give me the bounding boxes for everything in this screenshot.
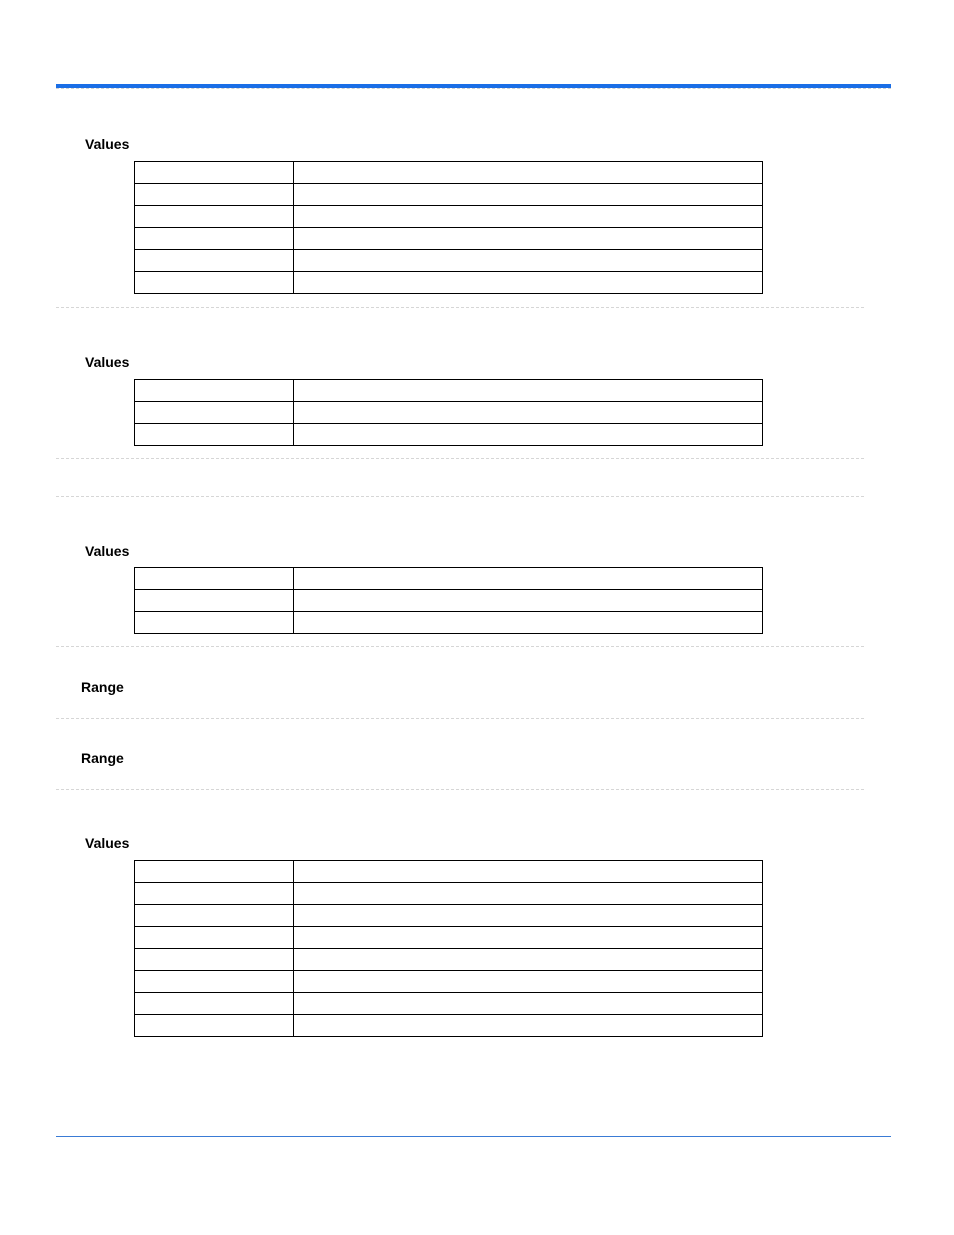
table-cell: [294, 993, 763, 1015]
table-row: [135, 380, 763, 402]
table-cell: [294, 1015, 763, 1037]
footer-rule: [56, 1136, 891, 1137]
table-cell: [135, 250, 294, 272]
values-table: [134, 161, 763, 294]
table-cell: [135, 1015, 294, 1037]
table-row: [135, 250, 763, 272]
table-row: [135, 905, 763, 927]
table-cell: [294, 184, 763, 206]
header-rule-shadow: [56, 88, 891, 89]
table-cell: [294, 206, 763, 228]
table-cell: [294, 927, 763, 949]
table-row: [135, 272, 763, 294]
table-cell: [135, 949, 294, 971]
table-cell: [135, 228, 294, 250]
values-table: [134, 860, 763, 1037]
table-cell: [135, 927, 294, 949]
table-cell: [294, 905, 763, 927]
section-heading-values: Values: [85, 835, 130, 851]
section-heading-values: Values: [85, 354, 130, 370]
table-row: [135, 184, 763, 206]
table-row: [135, 162, 763, 184]
table-cell: [135, 612, 294, 634]
table-cell: [294, 272, 763, 294]
table-cell: [294, 228, 763, 250]
table-cell: [294, 590, 763, 612]
table-cell: [135, 993, 294, 1015]
table-row: [135, 949, 763, 971]
table-cell: [294, 568, 763, 590]
section-divider: [56, 496, 864, 497]
values-table: [134, 379, 763, 446]
table-row: [135, 590, 763, 612]
table-row: [135, 568, 763, 590]
section-divider: [56, 718, 864, 719]
table-row: [135, 883, 763, 905]
table-cell: [294, 883, 763, 905]
table-cell: [135, 883, 294, 905]
section-heading-values: Values: [85, 136, 130, 152]
table-cell: [135, 402, 294, 424]
table-cell: [135, 162, 294, 184]
table-cell: [294, 250, 763, 272]
table-cell: [294, 424, 763, 446]
table-cell: [135, 905, 294, 927]
table-cell: [135, 206, 294, 228]
section-divider: [56, 458, 864, 459]
table-cell: [135, 568, 294, 590]
table-row: [135, 206, 763, 228]
table-cell: [294, 971, 763, 993]
table-row: [135, 612, 763, 634]
section-divider: [56, 307, 864, 308]
table-row: [135, 993, 763, 1015]
table-cell: [294, 949, 763, 971]
table-cell: [294, 380, 763, 402]
table-cell: [135, 971, 294, 993]
table-row: [135, 971, 763, 993]
table-cell: [135, 184, 294, 206]
section-divider: [56, 789, 864, 790]
table-cell: [135, 272, 294, 294]
table-cell: [294, 402, 763, 424]
section-heading-range: Range: [81, 750, 124, 766]
table-cell: [135, 380, 294, 402]
values-table: [134, 567, 763, 634]
table-cell: [294, 612, 763, 634]
table-row: [135, 402, 763, 424]
section-heading-values: Values: [85, 543, 130, 559]
table-cell: [135, 424, 294, 446]
table-cell: [135, 861, 294, 883]
table-row: [135, 424, 763, 446]
table-row: [135, 1015, 763, 1037]
table-cell: [294, 162, 763, 184]
table-row: [135, 927, 763, 949]
table-cell: [135, 590, 294, 612]
section-divider: [56, 646, 864, 647]
table-row: [135, 228, 763, 250]
table-row: [135, 861, 763, 883]
table-cell: [294, 861, 763, 883]
section-heading-range: Range: [81, 679, 124, 695]
